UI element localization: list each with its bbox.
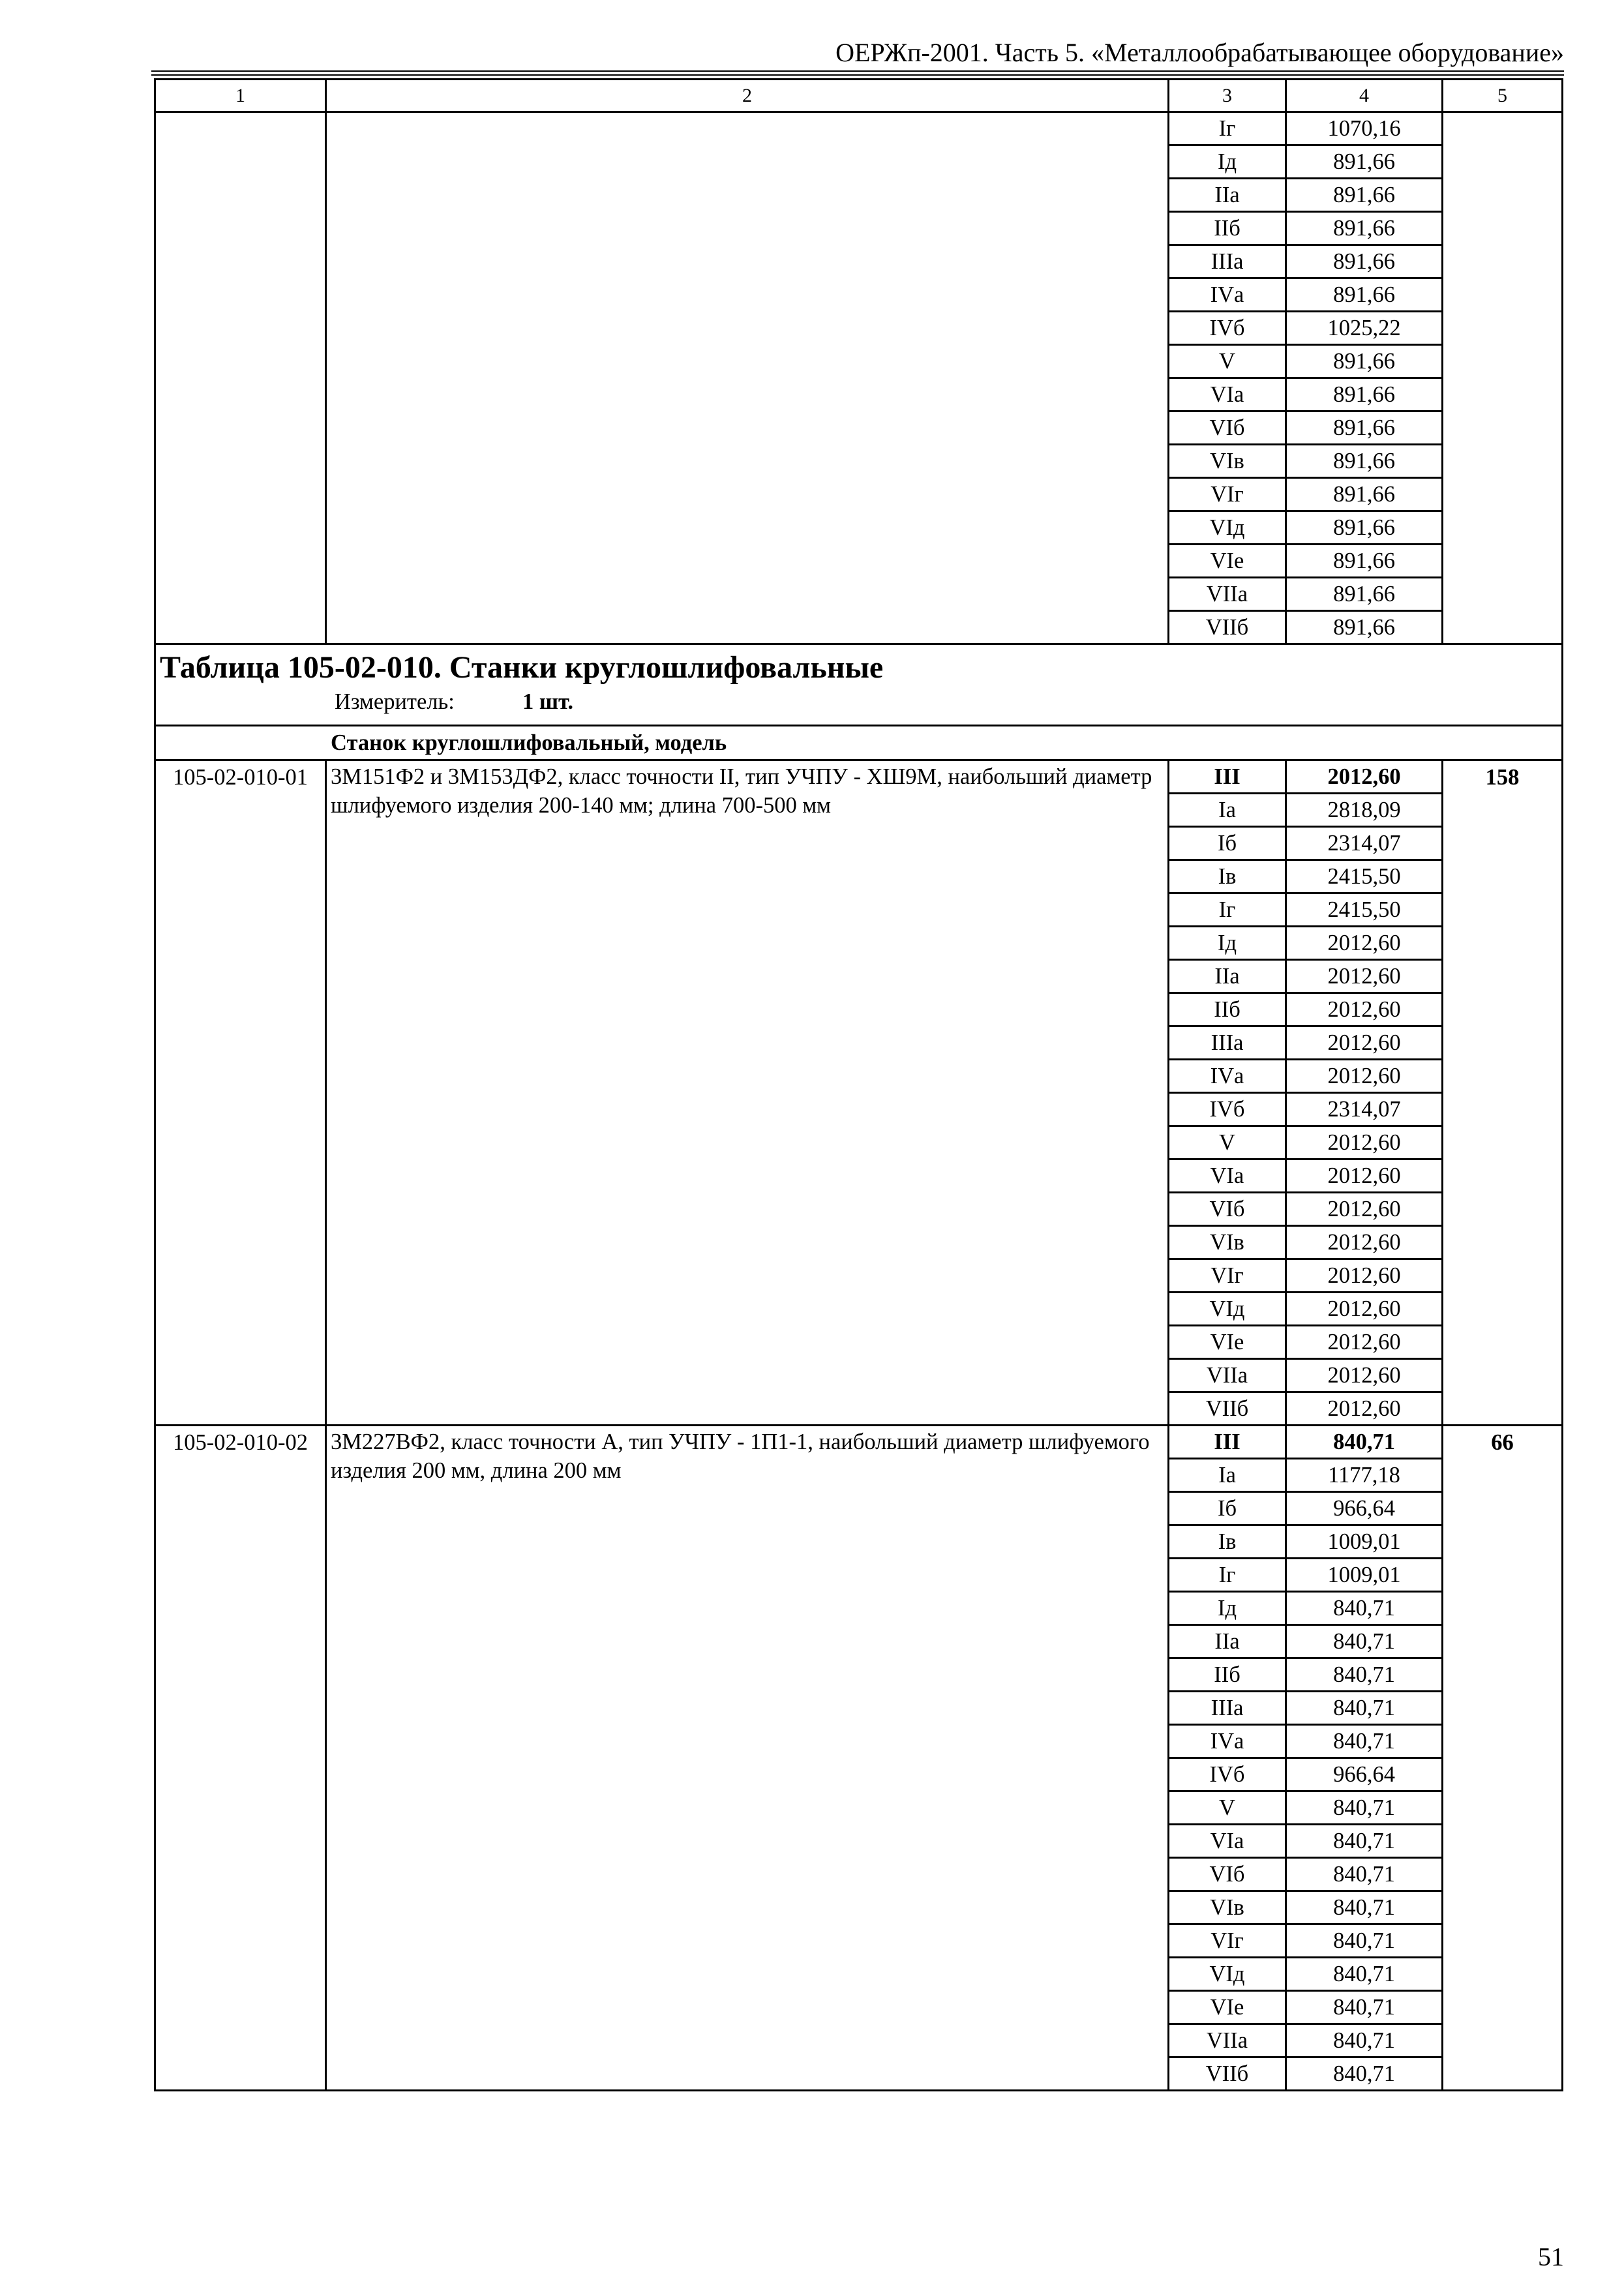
price-cell: 840,71	[1286, 1991, 1443, 2024]
price-table-body	[155, 80, 1563, 2091]
price-cell: 2012,60	[1286, 1392, 1443, 1426]
header-rule-top	[151, 70, 1564, 72]
region-cell: VIа	[1169, 1825, 1286, 1858]
region-cell: VIв	[1169, 445, 1286, 478]
table-title-row	[155, 644, 1563, 726]
price-cell: 2415,50	[1286, 860, 1443, 893]
region-cell: VIе	[1169, 545, 1286, 578]
price-cell: 891,66	[1286, 511, 1443, 545]
price-cell: 891,66	[1286, 145, 1443, 179]
price-cell: 2012,60	[1286, 1026, 1443, 1060]
price-cell: 2012,60	[1286, 1359, 1443, 1392]
quantity-cell: 66	[1443, 1426, 1563, 2091]
position-description: 3М227ВФ2, класс точности А, тип УЧПУ - 1П1-1, наибольший диаметр шлифуемого изделия 200 мм, длина 200 мм	[326, 1426, 1169, 2091]
price-cell: 2012,60	[1286, 927, 1443, 960]
price-cell: 1009,01	[1286, 1525, 1443, 1559]
region-cell: Iд	[1169, 145, 1286, 179]
price-cell: 840,71	[1286, 2024, 1443, 2057]
region-cell: VIIа	[1169, 1359, 1286, 1392]
region-cell: V	[1169, 1126, 1286, 1159]
price-cell: 840,71	[1286, 1891, 1443, 1924]
region-cell: VIIб	[1169, 2057, 1286, 2091]
region-cell: VIг	[1169, 1259, 1286, 1293]
region-cell: Iб	[1169, 827, 1286, 860]
region-cell: VIе	[1169, 1991, 1286, 2024]
price-cell: 2012,60	[1286, 1259, 1443, 1293]
region-cell: Iа	[1169, 794, 1286, 827]
region-cell: Iд	[1169, 927, 1286, 960]
region-cell: Iг	[1169, 112, 1286, 145]
price-cell: 840,71	[1286, 1825, 1443, 1858]
quantity-cell	[1443, 112, 1563, 644]
region-cell: IIа	[1169, 960, 1286, 993]
region-cell: VIа	[1169, 378, 1286, 411]
price-cell: 966,64	[1286, 1758, 1443, 1791]
price-cell: 840,71	[1286, 1692, 1443, 1725]
region-cell: IIб	[1169, 993, 1286, 1026]
region-cell: IVа	[1169, 1060, 1286, 1093]
region-cell: Iд	[1169, 1592, 1286, 1625]
region-cell: III	[1169, 1426, 1286, 1459]
region-cell: VIб	[1169, 1193, 1286, 1226]
price-cell: 2314,07	[1286, 827, 1443, 860]
column-number: 5	[1443, 80, 1563, 112]
price-cell: 1070,16	[1286, 112, 1443, 145]
region-cell: Iв	[1169, 1525, 1286, 1559]
price-cell: 1009,01	[1286, 1559, 1443, 1592]
price-cell: 891,66	[1286, 179, 1443, 212]
region-cell: VIIб	[1169, 611, 1286, 644]
region-cell: VIIа	[1169, 578, 1286, 611]
region-cell: V	[1169, 1791, 1286, 1825]
price-cell: 2012,60	[1286, 1159, 1443, 1193]
region-cell: VIб	[1169, 411, 1286, 445]
price-cell: 840,71	[1286, 1924, 1443, 1958]
unit-line	[335, 687, 1556, 717]
region-cell: VIг	[1169, 1924, 1286, 1958]
region-cell: IVа	[1169, 278, 1286, 312]
price-cell: 891,66	[1286, 212, 1443, 245]
region-cell: Iа	[1169, 1459, 1286, 1492]
region-cell: IVб	[1169, 1093, 1286, 1126]
price-cell: 891,66	[1286, 611, 1443, 644]
price-cell: 840,71	[1286, 1625, 1443, 1658]
column-number-row	[155, 80, 1563, 112]
header-rule-bottom	[151, 74, 1564, 76]
region-cell: Iв	[1169, 860, 1286, 893]
price-cell: 840,71	[1286, 1426, 1443, 1459]
position-code: 105-02-010-01	[155, 760, 326, 1426]
price-cell: 891,66	[1286, 478, 1443, 511]
region-cell: IIIа	[1169, 245, 1286, 278]
table-title: Таблица 105-02-010. Станки круглошлифовальные	[160, 650, 884, 685]
column-number: 1	[155, 80, 326, 112]
position-description	[326, 112, 1169, 644]
price-cell: 2012,60	[1286, 1060, 1443, 1093]
table-title-cell	[155, 644, 1563, 726]
region-cell: VIд	[1169, 1958, 1286, 1991]
price-cell: 2012,60	[1286, 1293, 1443, 1326]
region-cell: VIIа	[1169, 2024, 1286, 2057]
price-cell: 891,66	[1286, 445, 1443, 478]
price-cell: 891,66	[1286, 278, 1443, 312]
region-cell: IIIа	[1169, 1026, 1286, 1060]
price-cell: 891,66	[1286, 245, 1443, 278]
price-cell: 966,64	[1286, 1492, 1443, 1525]
region-cell: V	[1169, 345, 1286, 378]
region-cell: VIа	[1169, 1159, 1286, 1193]
column-number: 2	[326, 80, 1169, 112]
price-cell: 1177,18	[1286, 1459, 1443, 1492]
region-cell: VIд	[1169, 1293, 1286, 1326]
region-cell: VIд	[1169, 511, 1286, 545]
price-cell: 2012,60	[1286, 993, 1443, 1026]
region-cell: IIа	[1169, 179, 1286, 212]
price-cell: 2415,50	[1286, 893, 1443, 927]
table-row	[155, 112, 1563, 145]
region-cell: IIа	[1169, 1625, 1286, 1658]
price-cell: 840,71	[1286, 1791, 1443, 1825]
price-cell: 891,66	[1286, 578, 1443, 611]
region-cell: IIб	[1169, 212, 1286, 245]
price-cell: 840,71	[1286, 1658, 1443, 1692]
price-cell: 2012,60	[1286, 960, 1443, 993]
quantity-cell: 158	[1443, 760, 1563, 1426]
page-number: 51	[1538, 2242, 1564, 2271]
region-cell: VIе	[1169, 1326, 1286, 1359]
price-cell: 891,66	[1286, 411, 1443, 445]
price-cell: 2012,60	[1286, 1226, 1443, 1259]
price-cell: 2818,09	[1286, 794, 1443, 827]
region-cell: Iб	[1169, 1492, 1286, 1525]
column-number: 4	[1286, 80, 1443, 112]
price-cell: 840,71	[1286, 2057, 1443, 2091]
region-cell: VIв	[1169, 1226, 1286, 1259]
region-cell: Iг	[1169, 1559, 1286, 1592]
price-cell: 840,71	[1286, 1958, 1443, 1991]
price-cell: 2012,60	[1286, 760, 1443, 794]
price-cell: 2012,60	[1286, 1193, 1443, 1226]
price-cell: 2012,60	[1286, 1326, 1443, 1359]
model-heading: Станок круглошлифовальный, модель	[155, 726, 1563, 760]
table-row	[155, 760, 1563, 794]
region-cell: VIб	[1169, 1858, 1286, 1891]
table-row	[155, 1426, 1563, 1459]
price-cell: 891,66	[1286, 345, 1443, 378]
price-cell: 891,66	[1286, 378, 1443, 411]
region-cell: IVб	[1169, 1758, 1286, 1791]
region-cell: IIIа	[1169, 1692, 1286, 1725]
region-cell: IVа	[1169, 1725, 1286, 1758]
region-cell: III	[1169, 760, 1286, 794]
price-cell: 840,71	[1286, 1858, 1443, 1891]
region-cell: VIIб	[1169, 1392, 1286, 1426]
region-cell: VIг	[1169, 478, 1286, 511]
page-header: ОЕРЖп-2001. Часть 5. «Металлообрабатывающее оборудование»	[835, 38, 1564, 67]
price-cell: 2314,07	[1286, 1093, 1443, 1126]
region-cell: IVб	[1169, 312, 1286, 345]
region-cell: IIб	[1169, 1658, 1286, 1692]
price-cell: 2012,60	[1286, 1126, 1443, 1159]
region-cell: Iг	[1169, 893, 1286, 927]
model-heading-row	[155, 726, 1563, 760]
position-code: 105-02-010-02	[155, 1426, 326, 2091]
column-number: 3	[1169, 80, 1286, 112]
unit-label: Измеритель:	[335, 689, 455, 714]
price-cell: 891,66	[1286, 545, 1443, 578]
price-cell: 1025,22	[1286, 312, 1443, 345]
position-code	[155, 112, 326, 644]
price-cell: 840,71	[1286, 1592, 1443, 1625]
unit-value: 1 шт.	[522, 689, 573, 714]
price-table	[154, 78, 1563, 2091]
position-description: 3М151Ф2 и 3М153ДФ2, класс точности II, тип УЧПУ - ХШ9М, наибольший диаметр шлифуемого изделия 200-140 мм; длина 700-500 мм	[326, 760, 1169, 1426]
region-cell: VIв	[1169, 1891, 1286, 1924]
price-cell: 840,71	[1286, 1725, 1443, 1758]
